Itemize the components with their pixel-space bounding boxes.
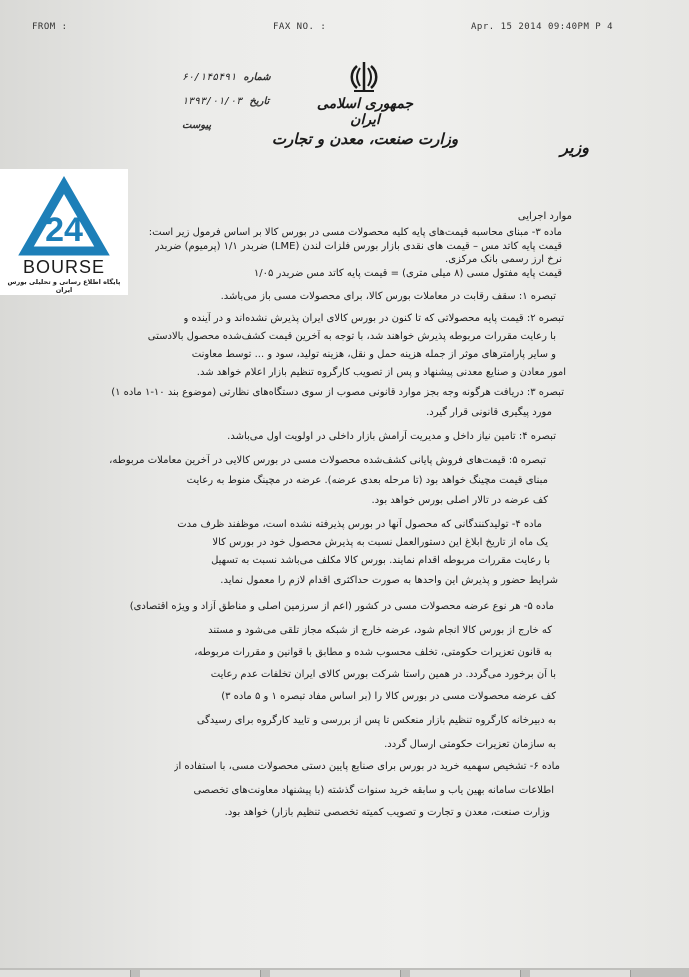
letter-attachment-label: پیوست xyxy=(182,120,212,131)
national-emblem-icon xyxy=(346,60,382,94)
body-line: نرخ ارز رسمی بانک مرکزی. xyxy=(445,254,562,265)
body-line: با آن برخورد می‌گردد. در همین راستا شرکت بورس کالای ایران تخلفات عدم رعایت xyxy=(210,669,556,680)
body-line: کف عرضه در تالار اصلی بورس خواهد بود. xyxy=(371,495,548,506)
letter-date-label: تاریخ xyxy=(249,96,270,107)
body-line: تبصره ۵: قیمت‌های فروش پایانی کشف‌شده محصولات مسی در بورس کالایی در آخرین معاملات مربوطه، xyxy=(109,455,546,466)
body-line: به دبیرخانه کارگروه تنظیم بازار منعکس تا پس از بررسی و تایید کارگروه برای رسیدگی xyxy=(196,715,556,726)
body-line: به قانون تعزیرات حکومتی، تخلف محسوب شده و مطابق با قوانین و مقررات مربوطه، xyxy=(194,647,552,658)
body-line: شرایط حضور و پذیرش این واحدها به صورت حداکثری اقدام لازم را معمول نماید. xyxy=(220,575,558,586)
body-line: تبصره ۲: قیمت پایه محصولاتی که تا کنون در بورس کالای ایران پذیرش نشده‌اند و در آینده و xyxy=(183,313,564,324)
body-line: قیمت پایه مفتول مسی (۸ میلی متری) = قیمت پایه کاتد مس ضربدر ۱/۰۵ xyxy=(253,268,562,279)
bourse-watermark-logo xyxy=(0,169,128,295)
body-line: که خارج از بورس کالا انجام شود، عرضه خارج از شبکه مجاز تلقی می‌شود و مستند xyxy=(208,625,552,636)
bourse-logo-icon xyxy=(0,169,128,259)
body-line: به سازمان تعزیرات حکومتی ارسال گردد. xyxy=(384,739,556,750)
body-line: قیمت پایه کاتد مس – قیمت های نقدی بازار بورس فلزات لندن (LME) ضربدر ۱/۱ (پرمیوم) ضربدر xyxy=(154,241,562,252)
body-line: تبصره ۴: تامین نیاز داخل و مدیریت آرامش بازار داخلی در اولویت اول می‌باشد. xyxy=(227,431,556,442)
body-line: یک ماه از تاریخ ابلاغ این دستورالعمل نسبت به پذیرش محصول خود در بورس کالا xyxy=(212,537,548,548)
logo-subtitle: پایگاه اطلاع رسانی و تحلیلی بورس ایران xyxy=(7,278,121,294)
fax-number-label: FAX NO. : xyxy=(273,22,327,32)
letter-attachment xyxy=(182,120,211,131)
logo-wordmark: BOURSE xyxy=(22,257,106,277)
body-line: اطلاعات سامانه بهین یاب و سابقه خرید سنوات گذشته (با پیشنهاد معاونت‌های تخصصی xyxy=(193,785,554,796)
body-line: کف عرضه محصولات مسی در بورس کالا را (بر اساس مفاد تبصره ۱ و ۵ ماده ۳) xyxy=(221,691,556,702)
bottom-tab xyxy=(530,970,631,977)
bottom-tab xyxy=(140,970,261,977)
bottom-tab xyxy=(410,970,521,977)
bottom-tab xyxy=(0,970,131,977)
letterhead-minister-title: وزیر xyxy=(560,138,589,157)
body-line: با رعایت مقررات مربوطه اقدام نمایند. بورس کالا مکلف می‌باشد نسبت به تسهیل xyxy=(211,555,550,566)
body-line: تبصره ۳: دریافت هرگونه وجه بجز موارد قانونی مصوب از سوی دستگاه‌های نظارتی (موضوع بند ۱۰-۱ ماده ۱) xyxy=(111,387,564,398)
body-line: تبصره ۱: سقف رقابت در معاملات بورس کالا، برای محصولات مسی باز می‌باشد. xyxy=(220,291,556,302)
fax-date-page: Apr. 15 2014 09:40PM P 4 xyxy=(471,22,614,32)
letter-number xyxy=(182,72,271,83)
body-line: امور معادن و صنایع معدنی پیشنهاد و پس از تصویب کارگروه تنظیم بازار اعلام خواهد شد. xyxy=(196,367,566,378)
body-line: ماده ۵- هر نوع عرضه محصولات مسی در کشور (اعم از سرزمین اصلی و مناطق آزاد و ویژه اقتصادی) xyxy=(129,601,554,612)
bottom-tab xyxy=(270,970,401,977)
body-line: و سایر پارامترهای موثر از جمله هزینه حمل و نقل، هزینه تولید، سود و ... توسط معاونت xyxy=(191,349,556,360)
body-line: مورد پیگیری قانونی قرار گیرد. xyxy=(426,407,552,418)
letterhead-republic: جمهوری اسلامی ایران xyxy=(316,96,414,128)
body-line: با رعایت مقررات مربوطه پذیرش خواهند شد، با توجه به آخرین قیمت کشف‌شده محصول بالادستی xyxy=(147,331,556,342)
body-line: موارد اجرایی xyxy=(517,211,572,222)
letter-number-label: شماره xyxy=(243,72,271,83)
letter-date xyxy=(182,96,269,107)
letter-date-value: ۱۳۹۳/۰۱/۰۳ xyxy=(182,96,243,107)
body-line: ماده ۳- مبنای محاسبه قیمت‌های پایه کلیه محصولات مسی در بورس کالا بر اساس فرمول زیر است: xyxy=(148,227,562,238)
svg-text:24: 24 xyxy=(45,211,83,249)
body-line: ماده ۴- تولیدکنندگانی که محصول آنها در بورس پذیرفته نشده است، موظفند ظرف مدت xyxy=(177,519,542,530)
letterhead-ministry: وزارت صنعت، معدن و تجارت xyxy=(271,130,459,148)
body-line: ماده ۶- تشخیص سهمیه خرید در بورس برای صنایع پایین دستی محصولات مسی، با استفاده از xyxy=(173,761,560,772)
fax-from-label: FROM : xyxy=(32,22,68,32)
letter-number-value: ۶۰/۱۴۵۴۹۱ xyxy=(182,72,237,83)
body-line: وزارت صنعت، معدن و تجارت و تصویب کمیته تخصصی تنظیم بازار) خواهد بود. xyxy=(224,807,550,818)
body-line: مبنای قیمت مچینگ خواهد بود (تا مرحله بعدی عرضه). عرضه در مچینگ منوط به رعایت xyxy=(186,475,548,486)
